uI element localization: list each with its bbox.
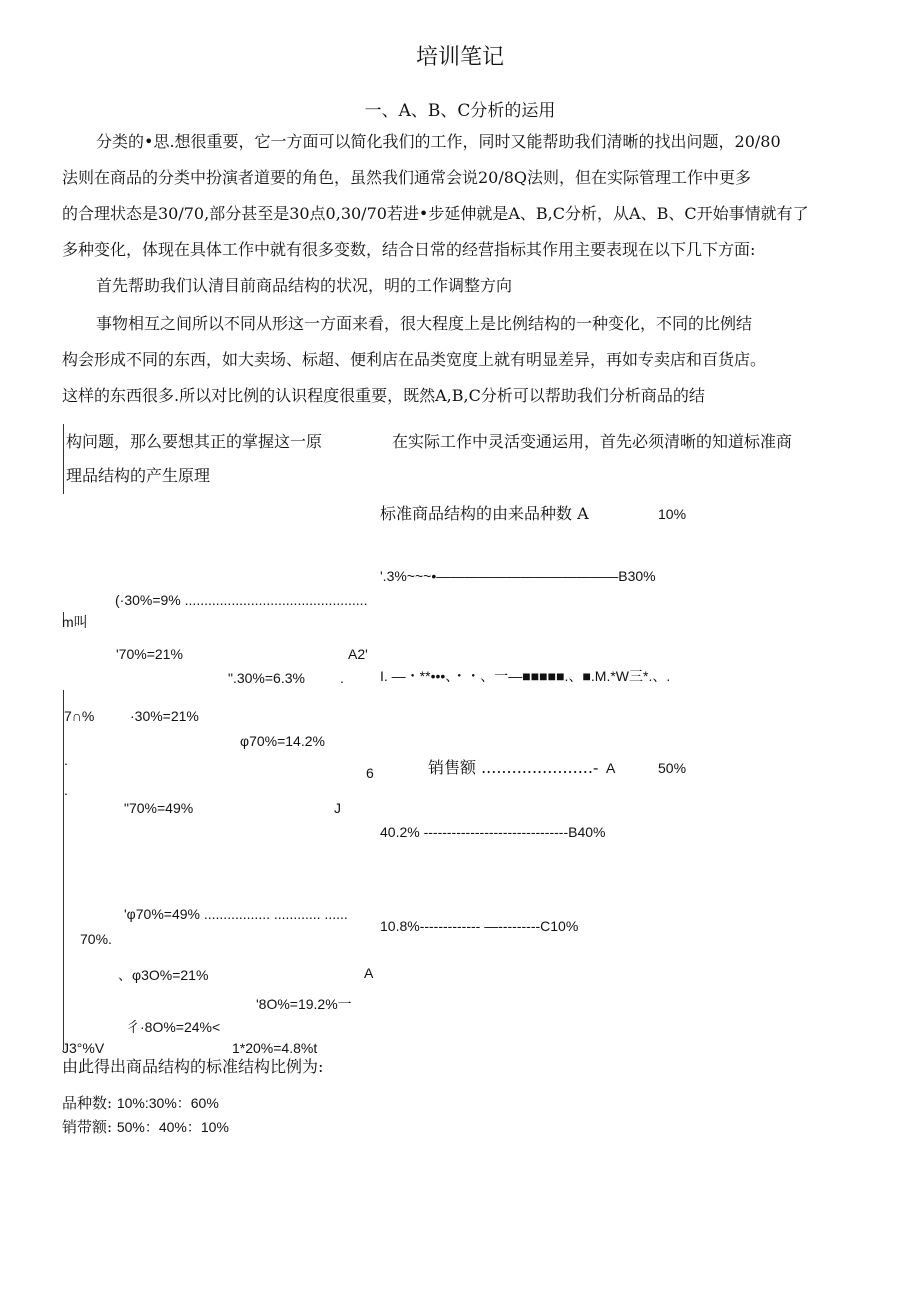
conclusion-sales-value: 50%：40%：10% bbox=[116, 1119, 229, 1135]
conclusion-sales bbox=[62, 1116, 229, 1137]
tree-value: A2' bbox=[348, 646, 368, 662]
conclusion-items bbox=[62, 1092, 219, 1113]
tree-value: 7∩% bbox=[64, 708, 95, 724]
paragraph-2: 首先帮助我们认清目前商品结构的状况，明的工作调整方向 bbox=[96, 276, 513, 295]
conclusion-intro: 由此得出商品结构的标准结构比例为: bbox=[62, 1057, 324, 1076]
tree-value: . bbox=[64, 752, 68, 768]
paragraph-3-line-3: 这样的东西很多.所以对比例的认识程度很重要，既然A,B,C分析可以帮助我们分析商品的结 bbox=[62, 386, 705, 405]
tree-value: J bbox=[334, 800, 341, 816]
conclusion-items-label: 品种数: bbox=[62, 1094, 113, 1112]
std-structure-label: 标准商品结构的由来品种数 A bbox=[380, 504, 589, 523]
tree-value: (·30%=9% ............................................... bbox=[115, 592, 368, 608]
sales-c-line: 10.8%------------- —---------C10% bbox=[380, 918, 579, 934]
tree-value: m叫 bbox=[62, 614, 88, 630]
paragraph-3-line-1: 事物相互之间所以不同从形这一方面来看，很大程度上是比例结构的一种变化，不同的比例结 bbox=[96, 314, 753, 333]
paragraph-1-line-1: 分类的•思.想很重要，它一方面可以简化我们的工作，同时又能帮助我们清晰的找出问题，20/80 bbox=[96, 132, 781, 151]
tree-value: '8O%=19.2%一 bbox=[256, 996, 352, 1012]
tree-value: 1*20%=4.8%t bbox=[232, 1040, 318, 1056]
paragraph-1-line-4: 多种变化，体现在具体工作中就有很多变数，结合日常的经营指标其作用主要表现在以下几下方面: bbox=[62, 240, 756, 259]
sales-a: A bbox=[606, 760, 616, 776]
std-structure-pct: 10% bbox=[658, 506, 687, 522]
tree-value: φ70%=14.2% bbox=[240, 733, 325, 749]
tree-value: 彳·8O%=24%< bbox=[126, 1019, 221, 1035]
left-column-line-2: 理品结构的产生原理 bbox=[66, 466, 211, 485]
items-c-line: I. —・**•••、・・、一—■■■■■.、■.M.*W三*.、. bbox=[380, 668, 671, 684]
page-title: 培训笔记 bbox=[415, 45, 504, 70]
tree-value: . bbox=[64, 782, 68, 798]
conclusion-items-value: 10%:30%：60% bbox=[116, 1095, 219, 1111]
sales-label: 销售额 ......................- bbox=[428, 758, 599, 777]
left-margin-rule bbox=[63, 690, 64, 1050]
tree-value: J3°%V bbox=[62, 1040, 105, 1056]
items-b-line: '.3%~~~•—————————————B30% bbox=[380, 568, 656, 584]
sales-b-line: 40.2% -------------------------------B40% bbox=[380, 824, 606, 840]
left-column-line-1: 构问题，那么要想其正的掌握这一原 bbox=[66, 432, 323, 451]
conclusion-sales-label: 销带额: bbox=[62, 1118, 113, 1136]
tree-value: '70%=21% bbox=[116, 646, 183, 662]
tree-value: A bbox=[364, 965, 374, 981]
left-margin-rule bbox=[63, 424, 64, 494]
tree-value: ".30%=6.3% bbox=[228, 670, 305, 686]
sales-pct: 50% bbox=[658, 760, 687, 776]
tree-value: 、φ3O%=21% bbox=[118, 967, 209, 983]
paragraph-3-line-2: 构会形成不同的东西，如大卖场、标超、便利店在品类宽度上就有明显差异，再如专卖店和百货店。 bbox=[62, 350, 767, 369]
tree-value: . bbox=[340, 670, 344, 686]
tree-value: 6 bbox=[366, 765, 374, 781]
section-heading: 一、A、B、C分析的运用 bbox=[364, 101, 556, 121]
tree-value: 'φ70%=49% ................. ............ ...... bbox=[124, 906, 348, 922]
paragraph-1-line-3: 的合理状态是30/70,部分甚至是30点0,30/70若进•步延伸就是A、B,C分析，从A、B、C开始事情就有了 bbox=[62, 204, 809, 223]
paragraph-1-line-2: 法则在商品的分类中扮演者道要的角色，虽然我们通常会说20/8Q法则，但在实际管理工作中更多 bbox=[62, 168, 752, 187]
tree-value: 70%. bbox=[80, 931, 112, 947]
right-column-line-1: 在实际工作中灵活变通运用，首先必须清晰的知道标准商 bbox=[392, 432, 793, 451]
tree-value: ·30%=21% bbox=[130, 708, 199, 724]
tree-value: "70%=49% bbox=[124, 800, 194, 816]
